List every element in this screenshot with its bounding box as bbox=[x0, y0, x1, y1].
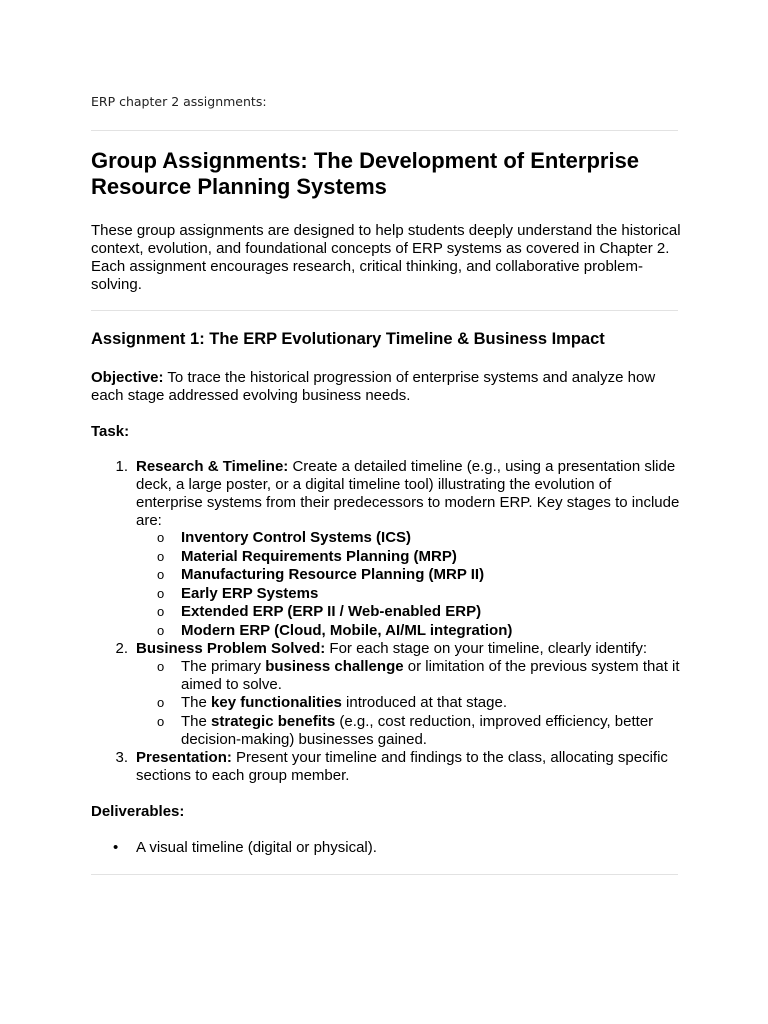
task-item-presentation bbox=[136, 749, 681, 785]
sub-item bbox=[181, 658, 681, 694]
stage-item: Modern ERP (Cloud, Mobile, AI/ML integration) bbox=[181, 621, 513, 639]
sub-item-bold: strategic benefits bbox=[211, 712, 336, 730]
task-item-business-problem bbox=[136, 640, 681, 658]
page-title: Group Assignments: The Development of Enterprise Resource Planning Systems bbox=[91, 148, 640, 199]
sub-item-text: or limitation of the previous system that it aimed to solve. bbox=[181, 658, 680, 693]
sub-item-text: The bbox=[181, 712, 212, 730]
list-number: 1. bbox=[115, 458, 128, 475]
circle-bullet-icon: o bbox=[157, 659, 165, 674]
document-header: ERP chapter 2 assignments: bbox=[91, 94, 267, 109]
circle-bullet-icon: o bbox=[157, 604, 165, 619]
divider bbox=[91, 310, 678, 311]
divider bbox=[91, 874, 678, 875]
circle-bullet-icon: o bbox=[157, 585, 165, 601]
task-item-label: Presentation: bbox=[136, 749, 232, 766]
task-item-text: For each stage on your timeline, clearly identify: bbox=[325, 640, 648, 657]
circle-bullet-icon: o bbox=[157, 622, 165, 638]
assignment-heading: Assignment 1: The ERP Evolutionary Timeline & Business Impact bbox=[91, 330, 605, 348]
objective-label: Objective: bbox=[91, 369, 164, 386]
circle-bullet-icon: o bbox=[157, 567, 165, 582]
stage-item: Manufacturing Resource Planning (MRP II) bbox=[181, 566, 485, 583]
task-item-text: Create a detailed timeline (e.g., using a presentation slide deck, a large poster, or a digital timeline tool) illustrating the evolution of enterprise systems from their predecessors to modern ERP. Key stages to include are: bbox=[136, 458, 680, 529]
sub-item-text: The primary bbox=[181, 658, 266, 675]
objective-text: To trace the historical progression of enterprise systems and analyze how each stage addressed evolving business needs. bbox=[91, 369, 656, 404]
list-number: 3. bbox=[115, 749, 128, 766]
circle-bullet-icon: o bbox=[157, 530, 165, 545]
objective-paragraph bbox=[91, 369, 681, 405]
stage-item: Early ERP Systems bbox=[181, 584, 319, 602]
intro-paragraph: These group assignments are designed to help students deeply understand the historical context, evolution, and foundational concepts of ERP systems as covered in Chapter 2. Each assignment encourages research, critical thinking, and collaborative problem-solving. bbox=[91, 222, 681, 293]
stage-item: Material Requirements Planning (MRP) bbox=[181, 547, 457, 565]
sub-item-text: The bbox=[181, 694, 212, 711]
task-label: Task: bbox=[91, 423, 130, 440]
sub-item-bold: business challenge bbox=[265, 658, 404, 675]
task-item-research bbox=[136, 458, 681, 530]
deliverable-item: A visual timeline (digital or physical). bbox=[136, 839, 377, 856]
list-number: 2. bbox=[115, 640, 128, 657]
sub-item-text: introduced at that stage. bbox=[341, 694, 508, 711]
stage-item: Inventory Control Systems (ICS) bbox=[181, 529, 412, 546]
task-item-label: Business Problem Solved: bbox=[136, 640, 326, 657]
sub-item bbox=[181, 694, 681, 712]
stage-item: Extended ERP (ERP II / Web-enabled ERP) bbox=[181, 603, 482, 620]
task-item-text: Present your timeline and findings to the class, allocating specific sections to each group member. bbox=[136, 749, 668, 784]
task-item-label: Research & Timeline: bbox=[136, 458, 289, 475]
circle-bullet-icon: o bbox=[157, 695, 165, 710]
circle-bullet-icon: o bbox=[157, 713, 165, 729]
circle-bullet-icon: o bbox=[157, 548, 165, 564]
sub-item bbox=[181, 713, 681, 749]
sub-item-bold: key functionalities bbox=[211, 694, 342, 711]
bullet-icon: • bbox=[113, 839, 119, 856]
sub-item-text: (e.g., cost reduction, improved efficiency, better decision-making) businesses gained. bbox=[181, 712, 654, 748]
deliverables-label: Deliverables: bbox=[91, 803, 185, 820]
divider bbox=[91, 130, 678, 131]
